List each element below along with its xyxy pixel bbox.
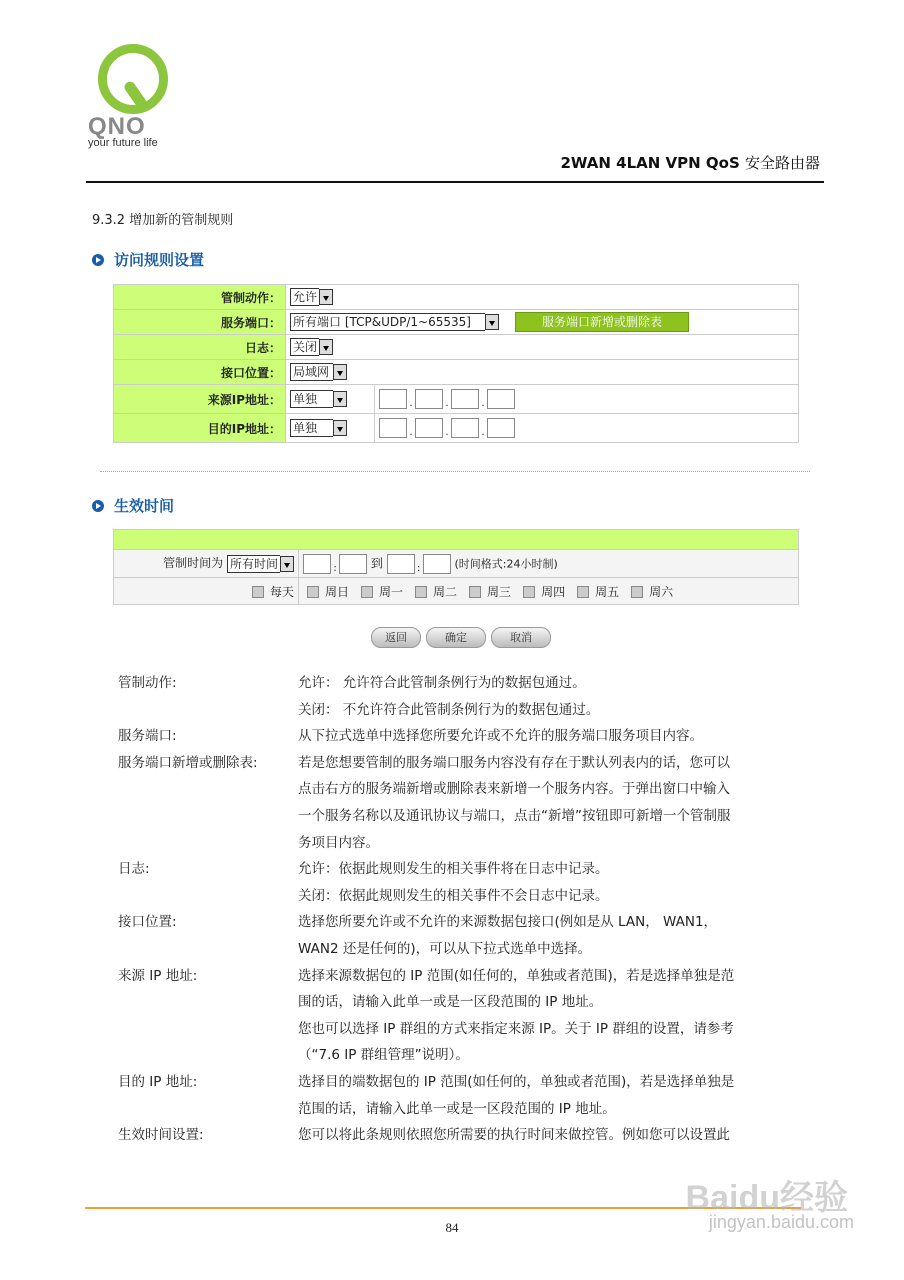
dest-ip-octet-2[interactable]	[415, 418, 443, 438]
header-title	[560, 152, 820, 173]
schedule-heading	[92, 495, 174, 516]
day-label: 周一	[379, 584, 404, 599]
dotted-divider	[100, 471, 810, 472]
description-label: 生效时间设置:	[118, 1127, 204, 1144]
service-table-button[interactable]: 服务端口新增或删除表	[515, 312, 689, 332]
source-ip-type-select[interactable]: 单独	[290, 390, 333, 408]
time-format-note: (时间格式:24小时制)	[454, 557, 558, 570]
schedule-label: 管制时间为	[163, 556, 224, 571]
day-checkbox[interactable]	[631, 586, 643, 598]
watermark-url: jingyan.baidu.com	[708, 1212, 854, 1232]
description-text: 允许：依据此规则发生的相关事件将在日志中记录。	[298, 861, 609, 878]
dest-ip-octet-4[interactable]	[487, 418, 515, 438]
day-checkbox[interactable]	[523, 586, 535, 598]
chevron-down-icon[interactable]	[485, 314, 499, 330]
source-ip-octet-3[interactable]	[451, 389, 479, 409]
source-ip-label: 来源IP地址：	[114, 385, 286, 414]
chevron-down-icon[interactable]	[319, 289, 333, 305]
watermark-logo: Baidu经验	[685, 1179, 848, 1217]
dest-ip-octet-3[interactable]	[451, 418, 479, 438]
description-text: 务项目内容。	[298, 834, 379, 851]
description-line	[118, 1070, 735, 1090]
everyday-label: 每天	[269, 584, 294, 599]
day-label: 周四	[541, 584, 566, 599]
service-label: 服务端口：	[114, 310, 286, 335]
section-title: 9.3.2 增加新的管制规则	[92, 213, 234, 228]
header-title-en: 2WAN 4LAN VPN QoS	[560, 154, 740, 172]
end-minute-input[interactable]	[423, 554, 451, 574]
action-select[interactable]: 允许	[290, 288, 319, 306]
to-label: 到	[370, 556, 383, 570]
description-label: 来源 IP 地址:	[118, 967, 198, 984]
interface-label: 接口位置：	[114, 360, 286, 385]
description-text: WAN2 还是任何的)，可以从下拉式选单中选择。	[298, 941, 592, 957]
day-label: 周三	[487, 584, 512, 599]
description-text: 选择您所要允许或不允许的来源数据包接口(例如是从 LAN， WAN1，	[298, 914, 718, 931]
description-line	[118, 751, 730, 771]
day-checkbox[interactable]	[577, 586, 589, 598]
qno-logo-icon	[98, 44, 168, 114]
description-text: 关闭：依据此规则发生的相关事件不会日志中记录。	[298, 887, 609, 904]
ok-button[interactable]: 确定	[426, 627, 486, 648]
description-text: 若是您想要管制的服务端口服务内容没有存在于默认列表内的话，您可以	[298, 754, 730, 771]
description-line	[118, 857, 609, 878]
description-text: 选择来源数据包的 IP 范围(如任何的，单独或者范围)，若是选择单独是范	[298, 967, 735, 984]
schedule-header-bar	[114, 530, 799, 550]
description-line	[118, 671, 586, 691]
bullet-arrow-icon	[92, 254, 104, 266]
action-label: 管制动作：	[114, 285, 286, 310]
description-text: 关闭： 不允许符合此管制条例行为的数据包通过。	[298, 701, 600, 718]
day-label: 周六	[649, 584, 674, 599]
interface-select[interactable]: 局域网	[290, 363, 333, 381]
schedule-heading-text: 生效时间	[114, 497, 175, 515]
header-divider	[86, 181, 824, 183]
description-text: 您可以将此条规则依照您所需要的执行时间来做控管。例如您可以设置此	[298, 1127, 730, 1144]
description-text: 一个服务名称以及通讯协议与端口，点击“新增”按钮即可新增一个管制服	[298, 808, 731, 824]
description-text: 选择目的端数据包的 IP 范围(如任何的，单独或者范围)，若是选择单独是	[298, 1074, 735, 1090]
logo-tagline: your future life	[88, 137, 158, 149]
description-text: 您也可以选择 IP 群组的方式来指定来源 IP。关于 IP 群组的设置，请参考	[298, 1020, 734, 1037]
description-line	[118, 724, 703, 745]
day-checkbox[interactable]	[415, 586, 427, 598]
day-checkbox[interactable]	[307, 586, 319, 598]
description-label: 日志:	[118, 861, 150, 878]
description-label: 接口位置:	[118, 914, 177, 931]
chevron-down-icon[interactable]	[333, 364, 347, 380]
chevron-down-icon[interactable]	[333, 391, 347, 407]
description-text: 围的话，请输入此单一或是一区段范围的 IP 地址。	[298, 994, 603, 1011]
description-label: 目的 IP 地址:	[118, 1074, 198, 1090]
chevron-down-icon[interactable]	[333, 420, 347, 436]
description-label: 管制动作:	[118, 675, 177, 691]
description-line	[118, 1123, 730, 1144]
source-ip-octet-4[interactable]	[487, 389, 515, 409]
bullet-arrow-icon	[92, 500, 104, 512]
start-hour-input[interactable]	[303, 554, 331, 574]
day-checkbox[interactable]	[361, 586, 373, 598]
dest-ip-octet-1[interactable]	[379, 418, 407, 438]
access-heading	[92, 249, 204, 270]
log-select[interactable]: 关闭	[290, 338, 319, 356]
day-checkbox[interactable]	[469, 586, 481, 598]
description-text: （“7.6 IP 群组管理”说明）。	[298, 1047, 469, 1064]
schedule-label-cell	[114, 550, 299, 578]
log-label: 日志：	[114, 335, 286, 360]
chevron-down-icon[interactable]	[319, 339, 333, 355]
chevron-down-icon[interactable]	[280, 556, 294, 572]
description-text: 点击右方的服务端新增或删除表来新增一个服务内容。于弹出窗口中输入	[298, 781, 730, 798]
access-rule-form: 管制动作： 允许 服务端口： 所有端口 [TCP&UDP/1~65535] 服务端口新增或删除表 日志： 关闭 接口位置： 局域网 来源IP地址： 单独 . . . 目的IP地址： 单独 . . .	[113, 284, 799, 443]
service-select[interactable]: 所有端口 [TCP&UDP/1~65535]	[290, 313, 485, 331]
header-title-cn: 安全路由器	[744, 154, 820, 172]
end-hour-input[interactable]	[387, 554, 415, 574]
start-minute-input[interactable]	[339, 554, 367, 574]
description-text: 允许： 允许符合此管制条例行为的数据包通过。	[298, 675, 586, 691]
source-ip-octet-1[interactable]	[379, 389, 407, 409]
access-heading-text: 访问规则设置	[114, 251, 205, 269]
description-line	[118, 964, 735, 984]
schedule-select[interactable]: 所有时间	[227, 555, 280, 573]
back-button[interactable]: 返回	[371, 627, 421, 648]
everyday-checkbox[interactable]	[252, 586, 264, 598]
description-line	[118, 910, 718, 931]
description-text: 从下拉式选单中选择您所要允许或不允许的服务端口服务项目内容。	[298, 728, 703, 745]
dest-ip-label: 目的IP地址：	[114, 414, 286, 443]
schedule-form: 管制时间为 所有时间 : 到 : (时间格式:24小时制) 每天 周日 周一 周二 周三 周四 周五 周六	[113, 529, 799, 605]
description-label: 服务端口新增或删除表:	[118, 754, 258, 771]
description-label: 服务端口:	[118, 728, 177, 745]
cancel-button[interactable]: 取消	[491, 627, 551, 648]
page-number: 84	[445, 1220, 459, 1235]
dest-ip-type-select[interactable]: 单独	[290, 419, 333, 437]
day-label: 周日	[325, 584, 350, 599]
logo-brand: QNO	[88, 113, 146, 140]
description-text: 范围的话，请输入此单一或是一区段范围的 IP 地址。	[298, 1100, 616, 1117]
source-ip-octet-2[interactable]	[415, 389, 443, 409]
day-label: 周二	[433, 584, 458, 599]
days-cell	[299, 578, 799, 605]
day-label: 周五	[595, 584, 620, 599]
